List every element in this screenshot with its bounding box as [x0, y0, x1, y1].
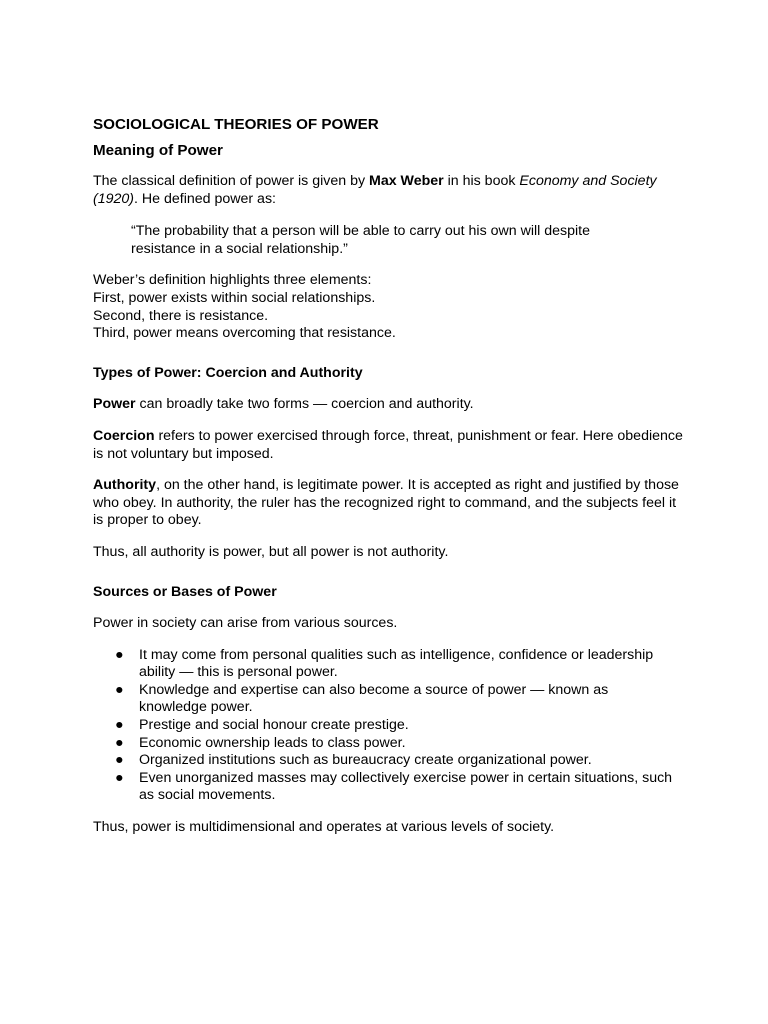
bullet-icon: ●	[115, 681, 124, 698]
bullet-icon: ●	[115, 734, 124, 751]
coercion-term: Coercion	[93, 427, 155, 444]
bullet-icon: ●	[115, 769, 124, 786]
coercion-paragraph: Coercion refers to power exercised through force, threat, punishment or fear. Here obedience is not voluntary but imposed.	[93, 427, 683, 462]
power-term: Power	[93, 396, 136, 413]
weber-elements	[93, 272, 683, 342]
list-item: ● Prestige and social honour create prestige.	[115, 717, 409, 734]
list-item: ● Organized institutions such as bureaucracy create organizational power.	[115, 752, 592, 769]
list-item: ● Economic ownership leads to class power.	[115, 734, 406, 751]
list-item: ● Knowledge and expertise can also become a source of power — known as knowledge power.	[115, 681, 609, 716]
elements-line: Third, power means overcoming that resistance.	[93, 325, 396, 342]
types-conclusion: Thus, all authority is power, but all power is not authority.	[93, 543, 449, 560]
meaning-heading: Meaning of Power	[93, 142, 223, 159]
bullet-icon: ●	[115, 646, 124, 663]
types-heading: Types of Power: Coercion and Authority	[93, 364, 363, 381]
sources-heading: Sources or Bases of Power	[93, 583, 277, 600]
document-page	[93, 115, 683, 837]
bullet-icon: ●	[115, 717, 124, 734]
list-item: ● It may come from personal qualities such as intelligence, confidence or leadership ability — this is personal power.	[115, 646, 654, 681]
sources-conclusion: Thus, power is multidimensional and operates at various levels of society.	[93, 819, 555, 836]
authority-paragraph: Authority, on the other hand, is legitimate power. It is accepted as right and justified by those who obey. In authority, the ruler has the recognized right to command, and the subjects feel it is proper to obey.	[93, 477, 679, 529]
bullet-icon: ●	[115, 752, 124, 769]
sources-intro: Power in society can arise from various sources.	[93, 615, 398, 632]
meaning-intro: The classical definition of power is given by Max Weber in his book Economy and Society (1920). He defined power as:	[93, 173, 657, 207]
elements-line: First, power exists within social relationships.	[93, 289, 376, 306]
list-item: ● Even unorganized masses may collectively exercise power in certain situations, such as social movements.	[115, 769, 673, 804]
power-paragraph: Power can broadly take two forms — coercion and authority.	[93, 396, 474, 413]
sources-list	[93, 647, 683, 805]
max-weber-name: Max Weber	[369, 173, 444, 189]
document-title: SOCIOLOGICAL THEORIES OF POWER	[93, 116, 379, 133]
elements-line: Weber’s definition highlights three elements:	[93, 272, 372, 289]
book-title: Economy and Society (1920)	[93, 173, 657, 207]
authority-term: Authority	[93, 477, 157, 494]
elements-line: Second, there is resistance.	[93, 307, 269, 324]
weber-quote: “The probability that a person will be able to carry out his own will despite resistance in a social relationship.”	[131, 223, 590, 257]
